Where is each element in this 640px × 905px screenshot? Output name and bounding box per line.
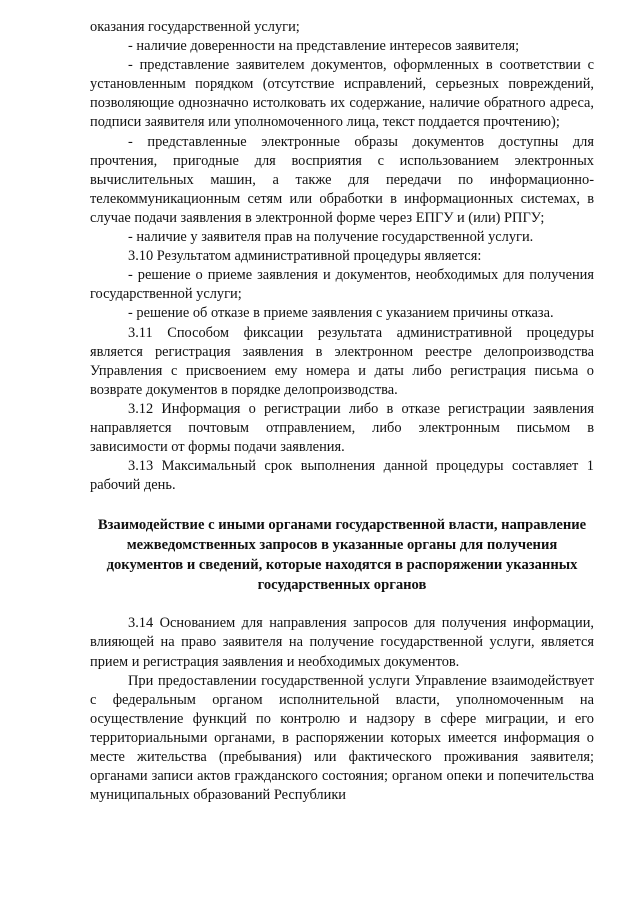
paragraph-3-14: 3.14 Основанием для направления запросов для получения информации, влияющей на право заявителя на получение государственной услуги, является прием и регистрация заявления и необходимых документов.: [90, 615, 594, 670]
paragraph-power-of-attorney: - наличие доверенности на представление интересов заявителя;: [128, 38, 520, 55]
paragraph-documents-requirements: - представление заявителем документов, оформленных в соответствии с установленным порядком (отсутствие исправлений, серьезных повреждений, позволяющие однозначно истолковать их содержание, наличие обратного адреса, подписи заявителя или уполномоченного лица, текст поддается прочтению);: [90, 57, 594, 131]
spacer: [90, 595, 594, 614]
section-heading: Взаимодействие с иными органами государственной власти, направление межведомственных запросов в указанные органы для получения документов и сведений, которые находятся в распоряжении указанных государственных органов: [97, 517, 587, 594]
paragraph-3-13: 3.13 Максимальный срок выполнения данной процедуры составляет 1 рабочий день.: [90, 458, 594, 494]
spacer: [90, 495, 594, 515]
paragraph-decision-refuse: - решение об отказе в приеме заявления с указанием причины отказа.: [128, 305, 554, 322]
paragraph-applicant-rights: - наличие у заявителя прав на получение государственной услуги.: [128, 229, 534, 246]
paragraph-decision-accept: - решение о приеме заявления и документов, необходимых для получения государственной услуги;: [90, 267, 594, 303]
paragraph-electronic-images: - представленные электронные образы документов доступны для прочтения, пригодные для восприятия с использованием электронных вычислительных машин, а также для передачи по информационно-телекоммуникационным сетям или обработки в информационных системах, в случае подачи заявления в электронной форме через ЕПГУ и (или) РПГУ;: [90, 133, 594, 226]
paragraph-interaction: При предоставлении государственной услуги Управление взаимодействует с федеральным органом исполнительной власти, уполномоченным на осуществление функций по контролю и надзору в сфере миграции, и его территориальными органами, в распоряжении которых имеется информация о месте жительства (пребывания) или фактического проживания заявителя; органами записи актов гражданского состояния; органом опеки и попечительства муниципальных образований Республики: [90, 672, 594, 804]
paragraph-3-12: 3.12 Информация о регистрации либо в отказе регистрации заявления направляется почтовым отправлением, либо электронным письмом в зависимости от формы подачи заявления.: [90, 400, 594, 456]
paragraph-3-10: 3.10 Результатом административной процедуры является:: [128, 248, 482, 265]
paragraph-continuation: оказания государственной услуги;: [90, 19, 300, 35]
paragraph-3-11: 3.11 Способом фиксации результата административной процедуры является регистрация заявления в электронном реестре делопроизводства Управления с присвоением ему номера и даты либо регистрация письма о возврате документов в порядке делопроизводства.: [90, 324, 594, 398]
